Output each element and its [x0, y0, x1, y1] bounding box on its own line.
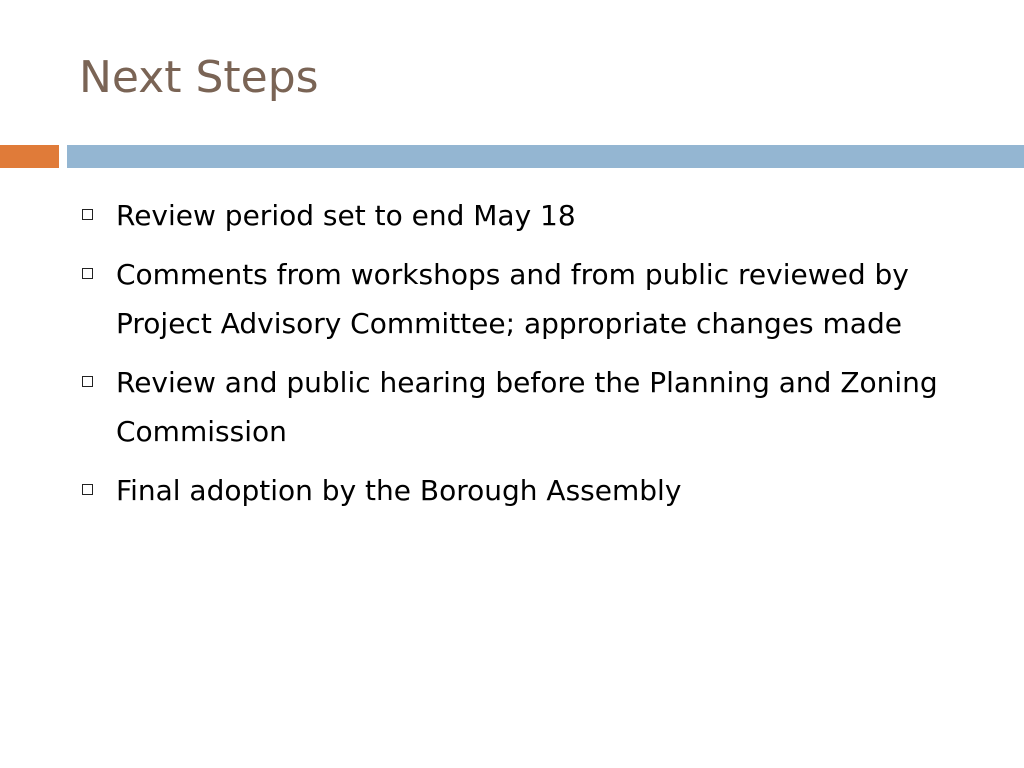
- hollow-square-bullet-icon: [82, 484, 93, 495]
- bullet-item: [82, 250, 982, 348]
- bullet-text: Review and public hearing before the Planning and Zoning Commission: [116, 366, 938, 448]
- bullet-text: Final adoption by the Borough Assembly: [116, 474, 682, 507]
- slide-title: Next Steps: [79, 52, 319, 103]
- bullet-item: [82, 191, 982, 240]
- bullet-item: [82, 358, 982, 456]
- bullet-item: [82, 466, 982, 515]
- bullet-list: [82, 191, 982, 525]
- title-rule-accent-left: [0, 145, 59, 168]
- hollow-square-bullet-icon: [82, 376, 93, 387]
- bullet-text: Review period set to end May 18: [116, 199, 576, 232]
- hollow-square-bullet-icon: [82, 268, 93, 279]
- title-rule-accent-right: [67, 145, 1024, 168]
- hollow-square-bullet-icon: [82, 209, 93, 220]
- bullet-text: Comments from workshops and from public reviewed by Project Advisory Committee; appropriate changes made: [116, 258, 909, 340]
